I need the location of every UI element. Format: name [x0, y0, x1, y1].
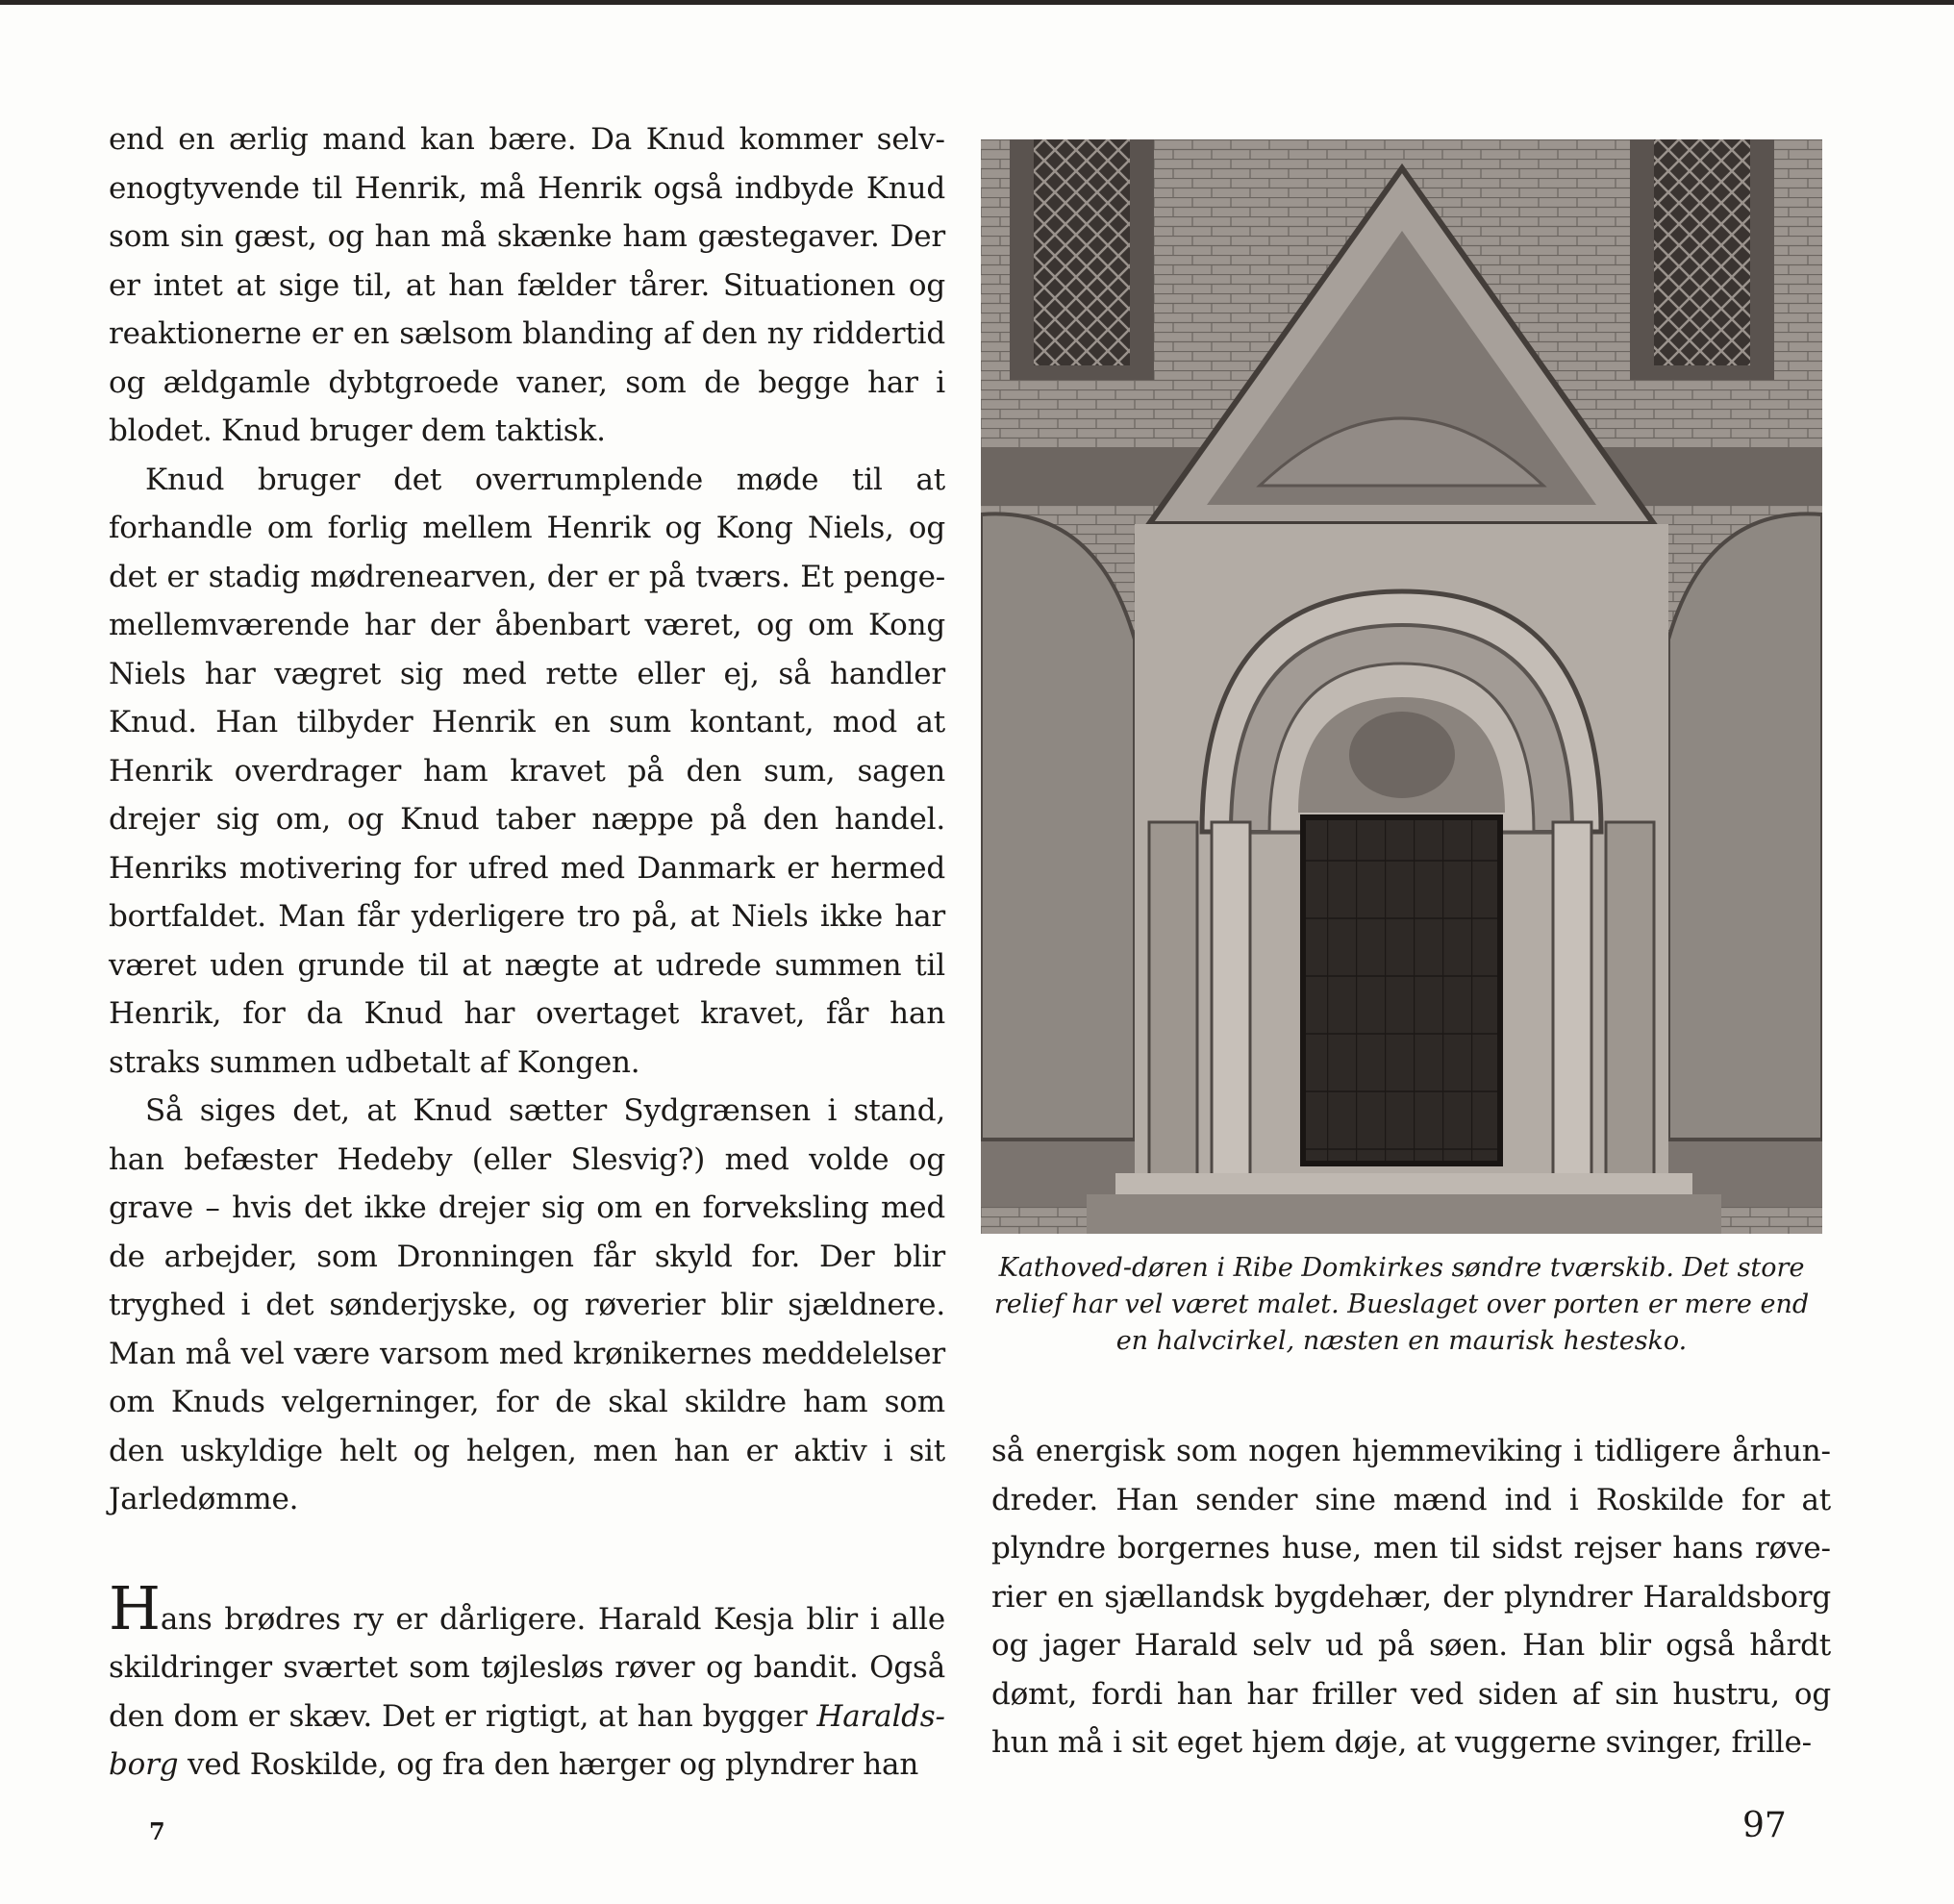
top-edge-line [0, 0, 1954, 5]
cathedral-door-photo [981, 139, 1822, 1234]
paragraph-4-text-a: ans brødres ry er dårligere. Harald Kesja blir i alle skildringer sværtet som tøjlesløs røver og bandit. Også den dom er skæv. Det er rigtigt, at han bygger [109, 1601, 945, 1734]
paragraph-3: Så siges det, at Knud sætter Sydgrænsen i stand, han befæster Hedeby (eller Slesvig?) med volde og grave – hvis det ikke drejer sig om en forveksling med de arbejder, som Dronningen får skyld for. Der blir tryghed i det sønderjyske, og røverier blir sjældnere. Man må vel være varsom med krønikernes meddelelser om Knuds velgerninger, for de skal skildre ham som den uskyldige helt og helgen, men han er aktiv i sit Jarledømme. [109, 1093, 945, 1516]
paragraph-4-text-b: ved Roskilde, og fra den hærger og plyndrer han [178, 1747, 919, 1782]
drop-cap: H [109, 1572, 161, 1643]
signature-mark: 7 [149, 1817, 165, 1845]
right-text-column [991, 1427, 1831, 1767]
paragraph-4 [109, 1572, 945, 1790]
paragraph-1: end en ærlig mand kan bære. Da Knud kommer selvenogtyvende til Henrik, må Henrik også indbyde Knud som sin gæst, og han må skænke ham gæstegaver. Der er intet at sige til, at han fælder tårer. Situationen og reaktionerne er en sælsom blanding af den ny riddertid og ældgamle dybtgroede vaner, som de begge har i blodet. Knud bruger dem taktisk. [109, 122, 945, 448]
paragraph-2: Knud bruger det overrumplende møde til at forhandle om forlig mellem Henrik og Kong Niels, og det er stadig mødrenearven, der er på tværs. Et penge-mellemværende har der åbenbart været, og om Kong Niels har vægret sig med rette eller ej, så handler Knud. Han tilbyder Henrik en sum kontant, mod at Henrik overdrager ham kravet på den sum, sagen drejer sig om, og Knud taber næppe på den handel. Henriks motivering for ufred med Danmark er hermed bortfaldet. Man får yderligere tro på, at Niels ikke har været uden grunde til at nægte at udrede summen til Henrik, for da Knud har overtaget kravet, får han straks summen udbetalt af Kongen. [109, 462, 945, 1080]
left-text-column [109, 115, 945, 1790]
page-number: 97 [1742, 1806, 1787, 1845]
haraldsborg-italic: Haraldsborg [109, 1698, 945, 1782]
right-paragraph-1: så energisk som nogen hjemmeviking i tidligere århundreder. Han sender sine mænd ind i Roskilde for at plyndre borgernes huse, men til sidst rejser hans røverier en sjællandsk bygdehær, der plyndrer Haraldsborg og jager Harald selv ud på søen. Han blir også hårdt dømt, fordi han har friller ved siden af sin hustru, og hun må i sit eget hjem døje, at vuggerne svinger, frille- [991, 1434, 1831, 1760]
figure-caption: Kathoved-døren i Ribe Domkirkes søndre tværskib. Det store relief har vel været malet. Bueslaget over porten er mere end en halvcirkel, næsten en maurisk hestesko. [993, 1253, 1810, 1356]
